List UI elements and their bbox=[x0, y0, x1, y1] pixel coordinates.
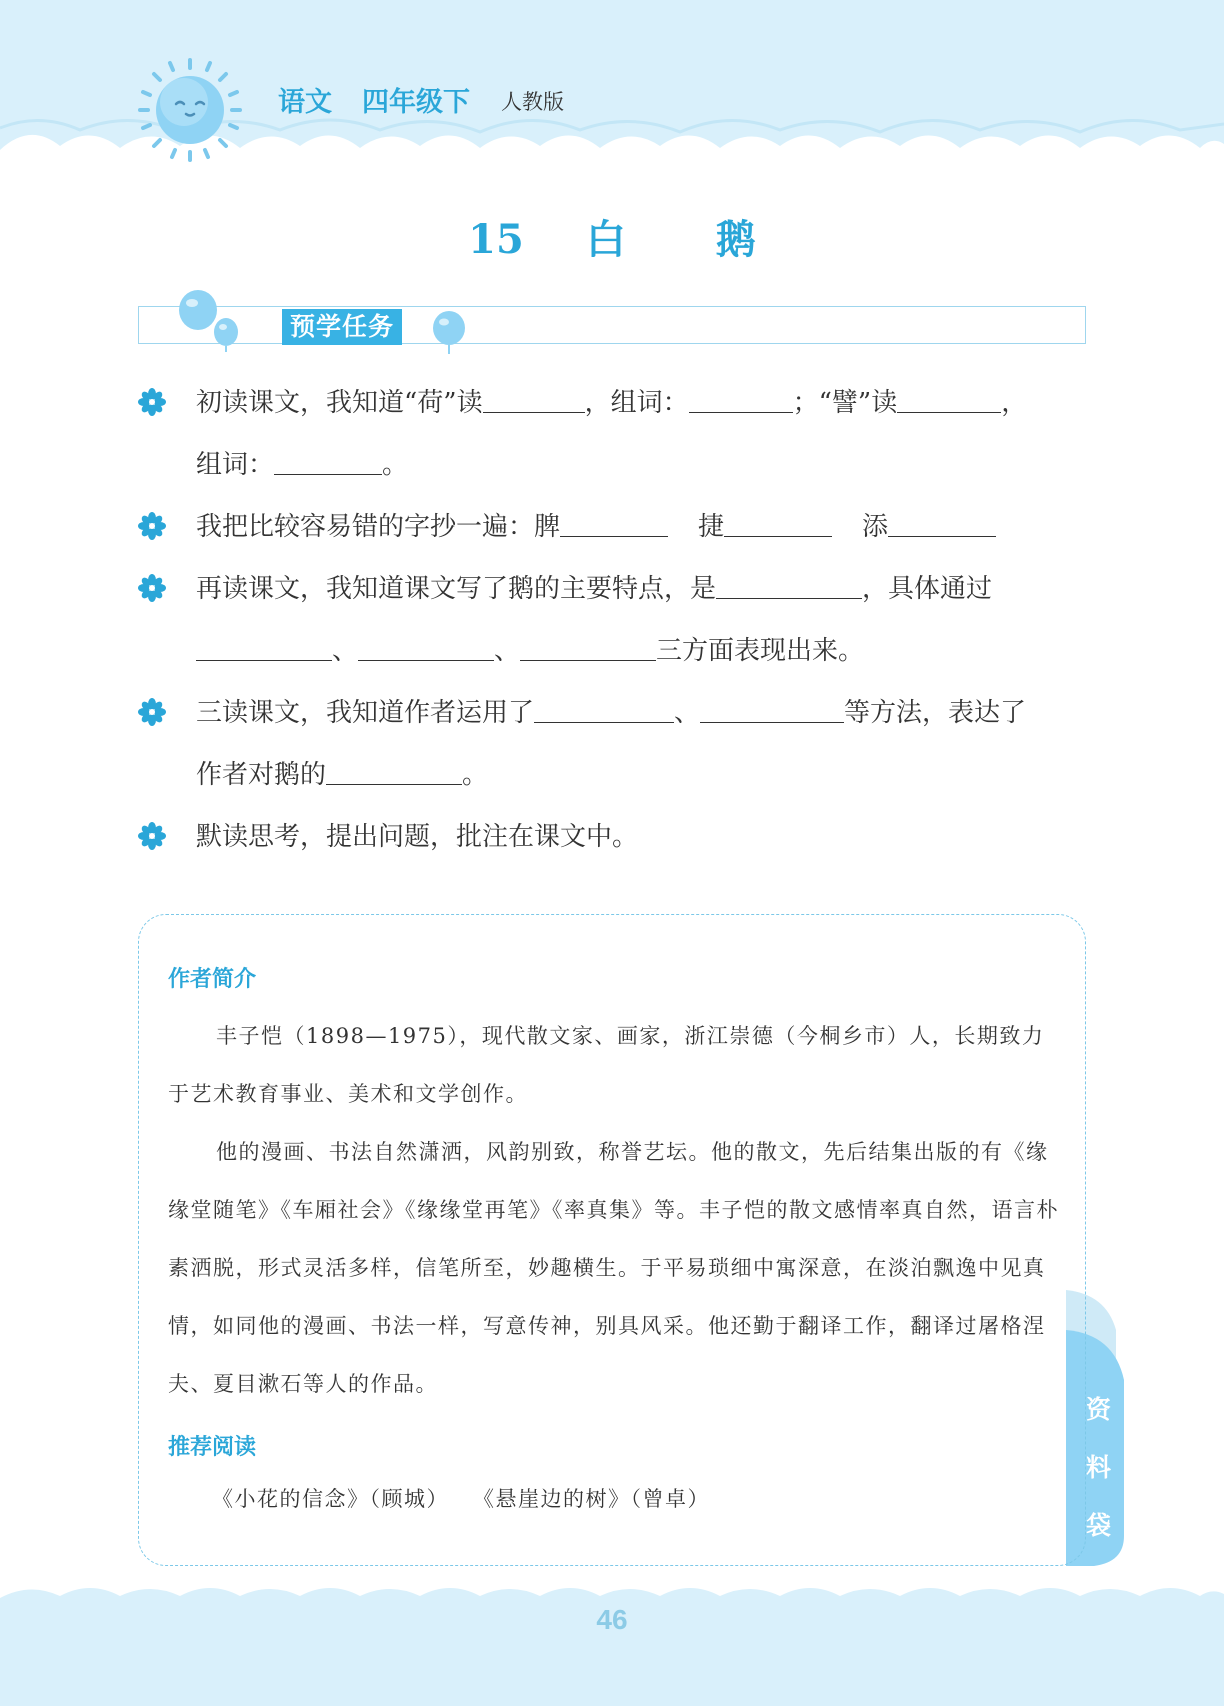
task-text: 。 bbox=[462, 760, 489, 790]
balloon-icon bbox=[176, 288, 240, 352]
lesson-number: 15 bbox=[468, 216, 524, 263]
lesson-title-char: 鹅 bbox=[715, 216, 756, 263]
task-text: 再读课文，我知道课文写了鹅的主要特点，是 bbox=[196, 574, 717, 604]
task-item bbox=[138, 496, 1088, 558]
task-text: 初读课文，我知道“荷”读 bbox=[196, 388, 483, 418]
answer-blank[interactable] bbox=[689, 386, 793, 413]
star-bullet-icon bbox=[138, 574, 166, 602]
header-grade: 四年级下 bbox=[362, 87, 470, 118]
author-intro-paragraph: 丰子恺（1898—1975），现代散文家、画家，浙江崇德（今桐乡市）人，长期致力于艺术教育事业、美术和文学创作。 bbox=[168, 1024, 1045, 1106]
lesson-title-char: 白 bbox=[585, 216, 626, 263]
task-text: 添 bbox=[862, 512, 889, 542]
task-text: ，具体通过 bbox=[862, 574, 993, 604]
footer-background bbox=[0, 1580, 1224, 1706]
answer-blank[interactable] bbox=[888, 510, 996, 537]
task-text: 我把比较容易错的字抄一遍：脾 bbox=[196, 512, 561, 542]
answer-blank[interactable] bbox=[700, 696, 844, 723]
task-text: ，组词： bbox=[584, 388, 689, 418]
task-text: 、 bbox=[332, 636, 359, 666]
answer-blank[interactable] bbox=[196, 634, 332, 661]
task-text: 、 bbox=[674, 698, 701, 728]
page-number: 46 bbox=[596, 1604, 628, 1635]
section-label: 预学任务 bbox=[282, 309, 402, 345]
answer-blank[interactable] bbox=[483, 386, 585, 413]
tab-char: 袋 bbox=[1086, 1511, 1112, 1540]
header-subject: 语文 bbox=[278, 87, 332, 118]
answer-blank[interactable] bbox=[724, 510, 832, 537]
task-item bbox=[138, 558, 1088, 682]
recommended-reading-list: 《小花的信念》（顾城） 《悬崖边的树》（曾卓） bbox=[212, 1487, 710, 1511]
header-edition: 人教版 bbox=[501, 90, 564, 114]
task-text: 、 bbox=[494, 636, 521, 666]
task-item bbox=[138, 806, 1088, 868]
star-bullet-icon bbox=[138, 512, 166, 540]
author-works-paragraph: 他的漫画、书法自然潇洒，风韵别致，称誉艺坛。他的散文，先后结集出版的有《缘缘堂随笔》《车厢社会》《缘缘堂再笔》《率真集》等。丰子恺的散文感情率真自然，语言朴素洒脱，形式灵活多样，信笔所至，妙趣横生。于平易琐细中寓深意，在淡泊飘逸中见真情，如同他的漫画、书法一样，写意传神，别具风采。他还勤于翻译工作，翻译过屠格涅夫、夏目漱石等人的作品。 bbox=[168, 1140, 1059, 1396]
tab-char: 料 bbox=[1086, 1453, 1112, 1482]
task-item bbox=[138, 682, 1088, 806]
sun-mascot-icon bbox=[138, 58, 242, 162]
tab-char: 资 bbox=[1086, 1395, 1112, 1424]
answer-blank[interactable] bbox=[897, 386, 1001, 413]
task-item bbox=[138, 372, 1088, 496]
answer-blank[interactable] bbox=[326, 758, 462, 785]
task-text: 作者对鹅的 bbox=[196, 760, 327, 790]
lesson-title bbox=[0, 208, 1224, 265]
answer-blank[interactable] bbox=[274, 448, 382, 475]
task-text: 默读思考，提出问题，批注在课文中。 bbox=[196, 822, 639, 852]
task-text: 三方面表现出来。 bbox=[656, 636, 865, 666]
task-text: 。 bbox=[382, 450, 409, 480]
task-text: 三读课文，我知道作者运用了 bbox=[196, 698, 535, 728]
task-text: 捷 bbox=[698, 512, 725, 542]
balloon-icon bbox=[430, 310, 468, 354]
answer-blank[interactable] bbox=[560, 510, 668, 537]
star-bullet-icon bbox=[138, 698, 166, 726]
recommended-reading-heading: 推荐阅读 bbox=[168, 1435, 257, 1460]
answer-blank[interactable] bbox=[358, 634, 494, 661]
task-text: 等方法，表达了 bbox=[844, 698, 1027, 728]
star-bullet-icon bbox=[138, 388, 166, 416]
star-bullet-icon bbox=[138, 822, 166, 850]
section-bar bbox=[138, 306, 1086, 344]
task-text: ；“譬”读 bbox=[792, 388, 898, 418]
answer-blank[interactable] bbox=[520, 634, 656, 661]
task-text: 组词： bbox=[196, 450, 275, 480]
author-intro-heading: 作者简介 bbox=[168, 967, 257, 992]
task-text: ， bbox=[1001, 388, 1028, 418]
answer-blank[interactable] bbox=[716, 572, 862, 599]
answer-blank[interactable] bbox=[534, 696, 674, 723]
